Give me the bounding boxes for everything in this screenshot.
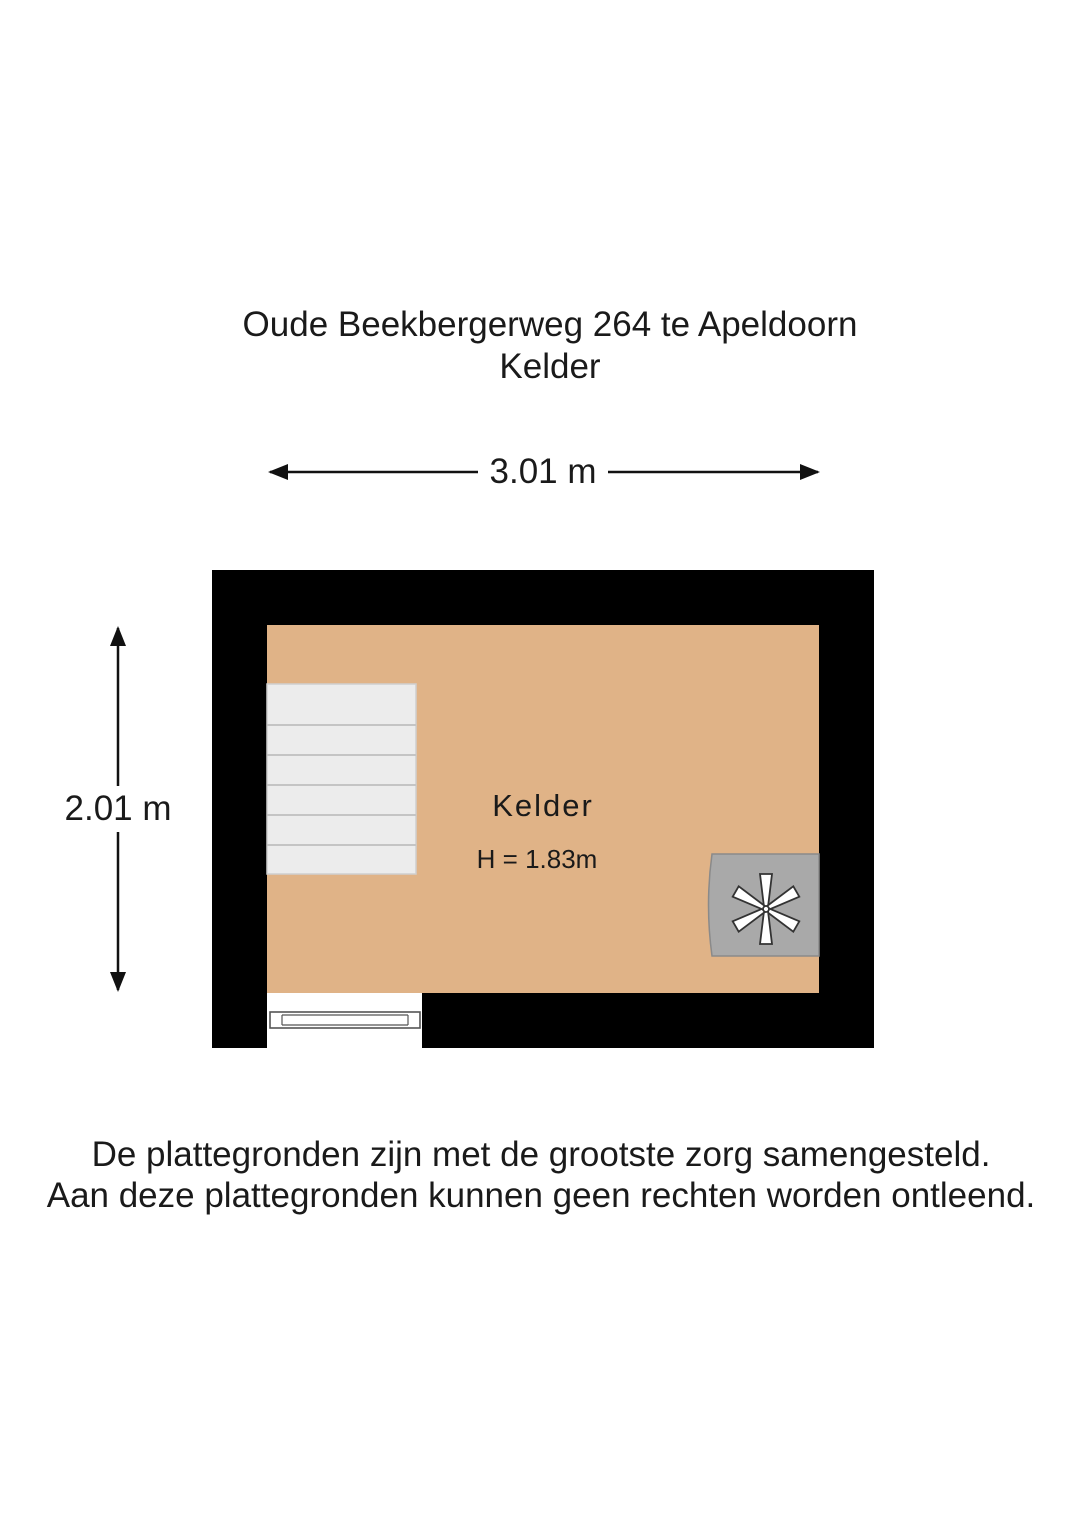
disclaimer-line-2: Aan deze plattegronden kunnen geen rechten worden ontleend.: [46, 1176, 1036, 1215]
width-dimension-label: 3.01 m: [478, 448, 608, 496]
disclaimer: [0, 1134, 1080, 1216]
disclaimer-line-1: De plattegronden zijn met de grootste zorg samengesteld.: [91, 1135, 991, 1174]
depth-dimension-label: 2.01 m: [56, 786, 180, 832]
room-height: H = 1.83m: [476, 844, 598, 874]
plan-title: [0, 304, 1080, 388]
stairs-icon: [267, 684, 416, 874]
floor-title: Kelder: [499, 347, 601, 386]
fan-icon: [709, 854, 820, 956]
door-threshold: [270, 1012, 420, 1028]
room-name: Kelder: [492, 788, 594, 823]
address-title: Oude Beekbergerweg 264 te Apeldoorn: [242, 305, 858, 344]
